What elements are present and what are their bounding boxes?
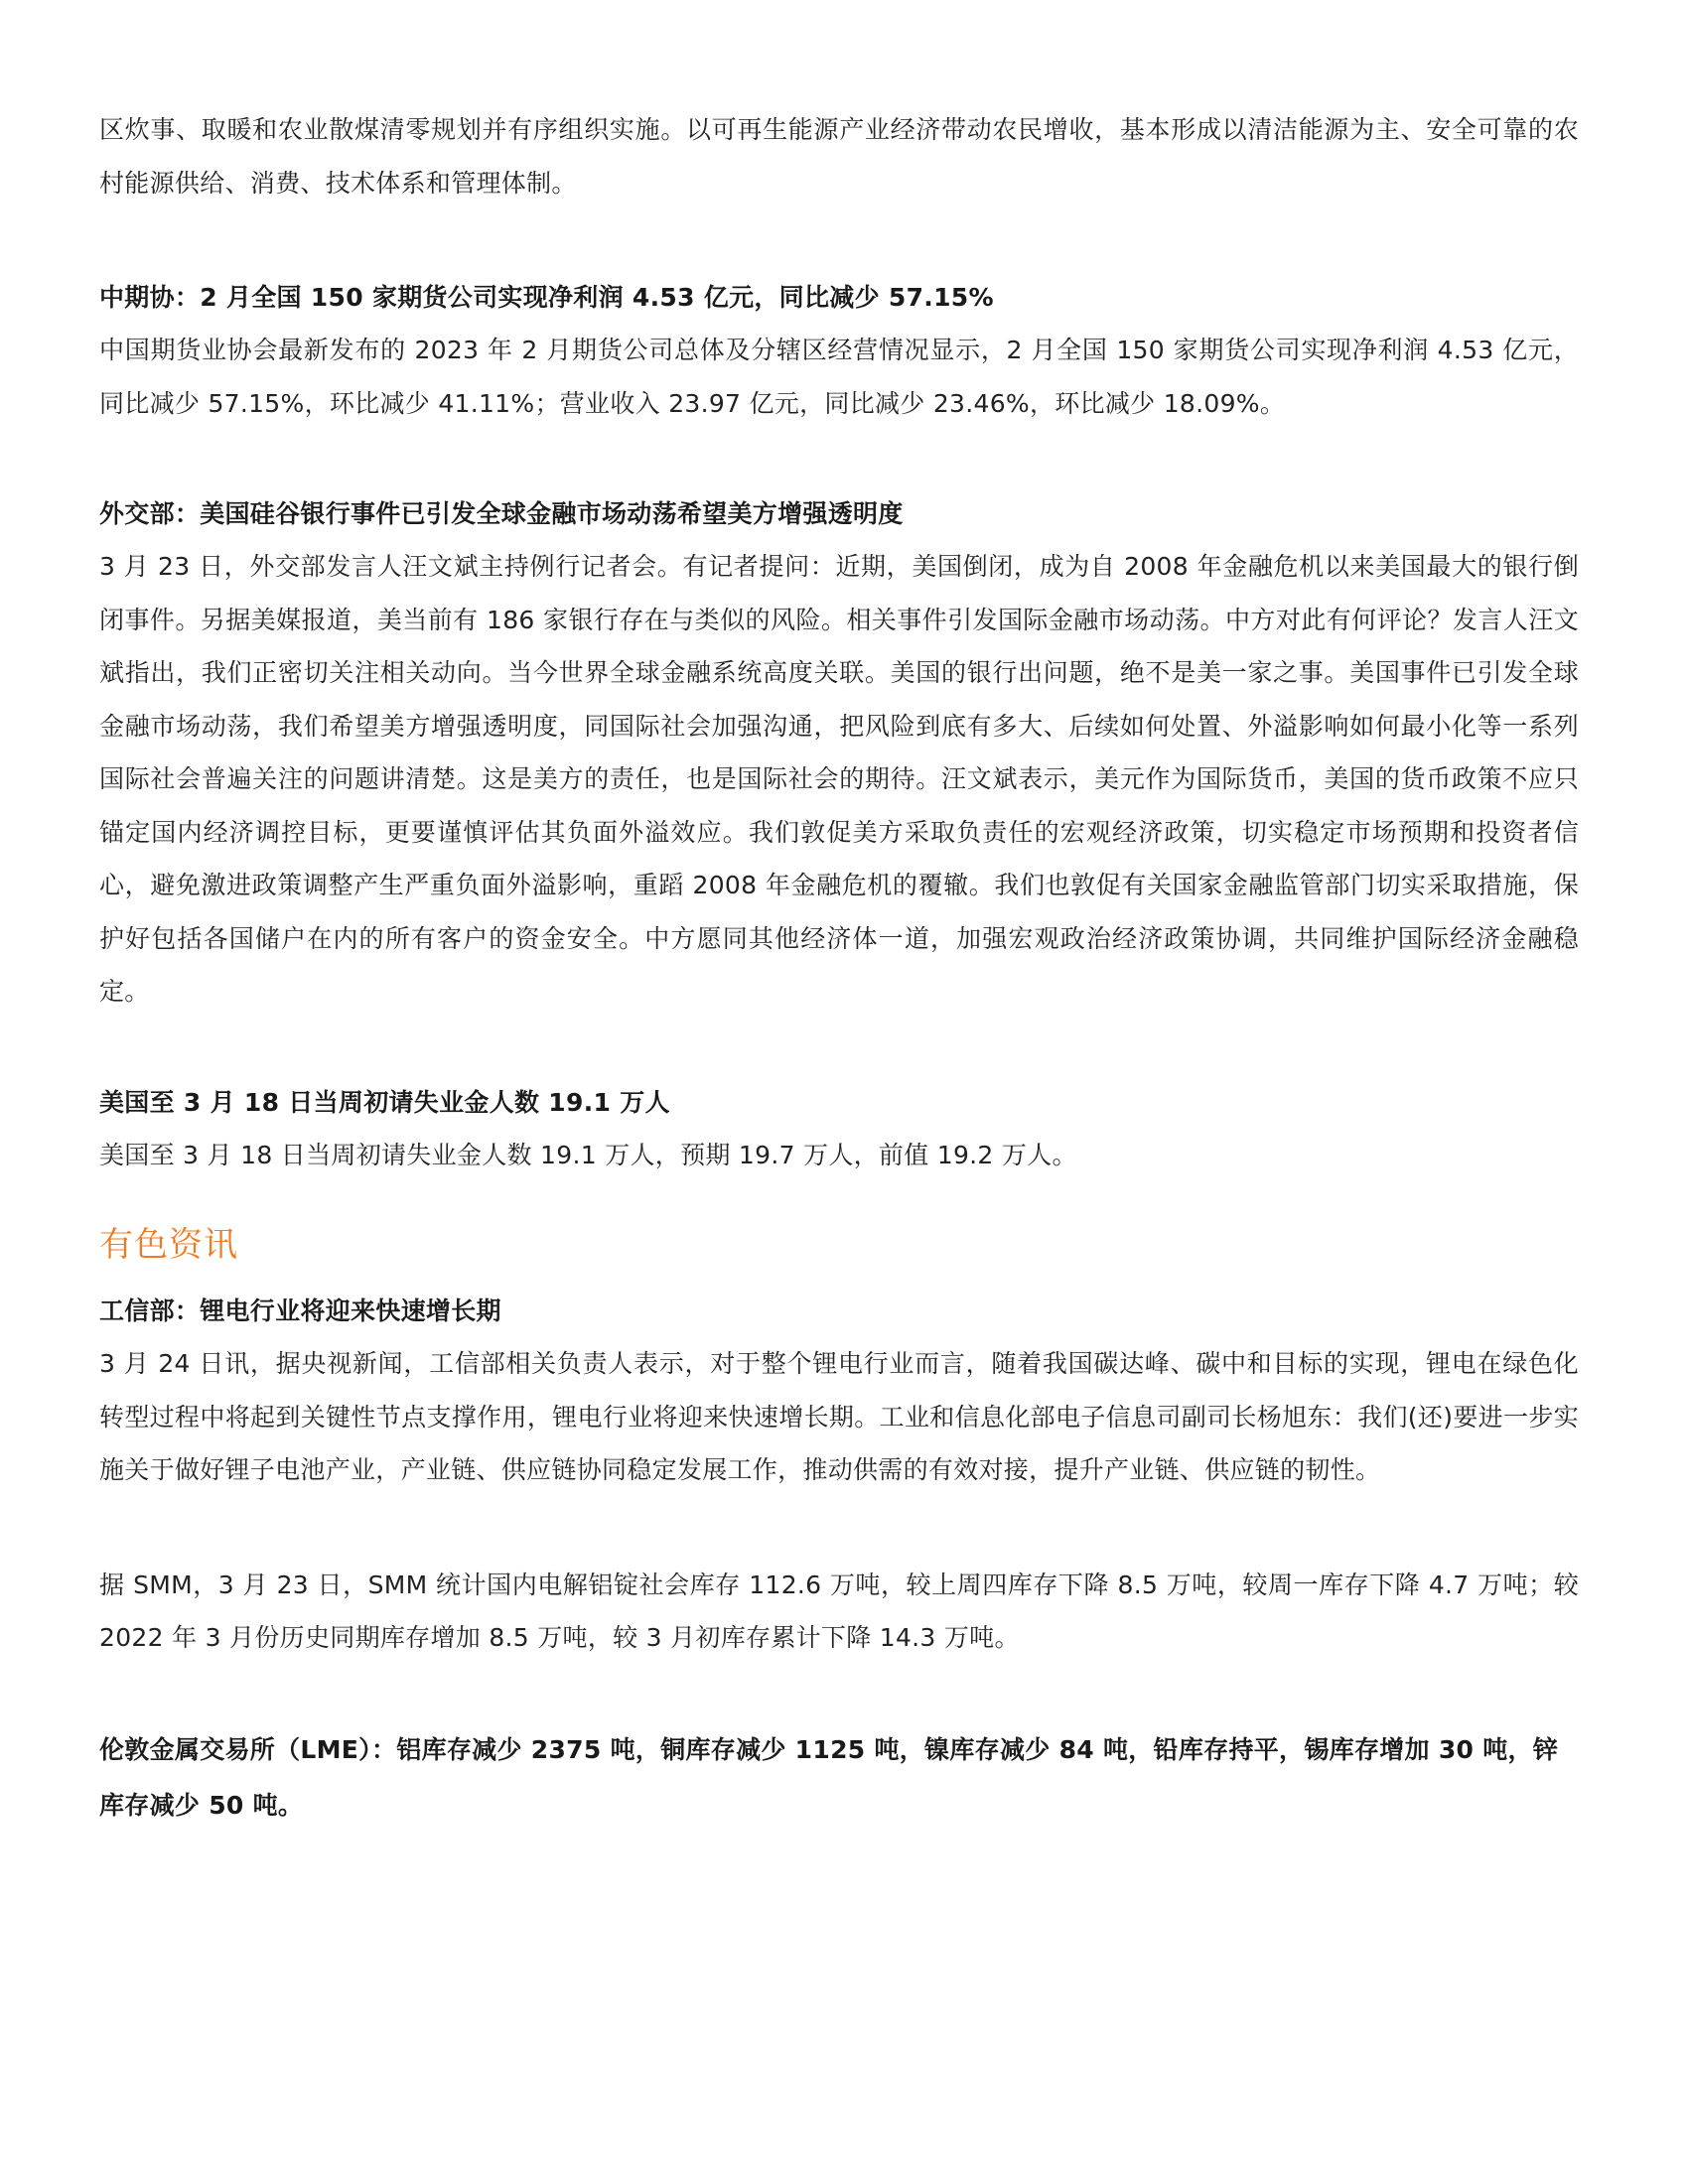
- spacer: [99, 1269, 1579, 1285]
- news-body: 中国期货业协会最新发布的 2023 年 2 月期货公司总体及分辖区经营情况显示，2 月全国 150 家期货公司实现净利润 4.53 亿元，同比减少 57.15%，环比减少 41.11%；营业收入 23.97 亿元，同比减少 23.46%，环比减少 18.09%。: [99, 336, 1579, 418]
- spacer: [99, 1665, 1579, 1722]
- spacer: [99, 1019, 1579, 1076]
- document-content: [99, 103, 1579, 1834]
- metals-item-lithium: [99, 1285, 1579, 1497]
- news-headline: 美国至 3 月 18 日当周初请失业金人数 19.1 万人: [99, 1087, 670, 1117]
- news-body: 3 月 23 日，外交部发言人汪文斌主持例行记者会。有记者提问：近期，美国倒闭，成为自 2008 年金融危机以来美国最大的银行倒闭事件。另据美媒报道，美当前有 186 家银行存在与类似的风险。相关事件引发国际金融市场动荡。中方对此有何评论？发言人汪文斌指出，我们正密切关注相关动向。当今世界全球金融系统高度关联。美国的银行出问题，绝不是美一家之事。美国事件已引发全球金融市场动荡，我们希望美方增强透明度，同国际社会加强沟通，把风险到底有多大、后续如何处置、外溢影响如何最小化等一系列国际社会普遍关注的问题讲清楚。这是美方的责任，也是国际社会的期待。汪文斌表示，美元作为国际货币，美国的货币政策不应只锚定国内经济调控目标，更要谨慎评估其负面外溢效应。我们敦促美方采取负责任的宏观经济政策，切实稳定市场预期和投资者信心，避免激进政策调整产生严重负面外溢影响，重蹈 2008 年金融危机的覆辙。我们也敦促有关国家金融监管部门切实采取措施，保护好包括各国储户在内的所有客户的资金安全。中方愿同其他经济体一道，加强宏观政治经济政策协调，共同维护国际经济金融稳定。: [99, 552, 1579, 1006]
- news-item-foreign-ministry: [99, 487, 1579, 1019]
- news-headline: 中期协：2 月全国 150 家期货公司实现净利润 4.53 亿元，同比减少 57.15%: [99, 283, 994, 312]
- news-item-futures: [99, 271, 1579, 430]
- lme-inventory-text: 伦敦金属交易所（LME）：铝库存减少 2375 吨，铜库存减少 1125 吨，镍库存减少 84 吨，铅库存持平，锡库存增加 30 吨，锌库存减少 50 吨。: [99, 1734, 1559, 1820]
- news-body: 美国至 3 月 18 日当周初请失业金人数 19.1 万人，预期 19.7 万人，前值 19.2 万人。: [99, 1140, 1077, 1169]
- spacer: [99, 430, 1579, 487]
- spacer: [99, 209, 1579, 271]
- spacer: [99, 1181, 1579, 1221]
- section-title: 有色资讯: [99, 1225, 238, 1265]
- news-body: 3 月 24 日讯，据央视新闻，工信部相关负责人表示，对于整个锂电行业而言，随着我国碳达峰、碳中和目标的实现，锂电在绿色化转型过程中将起到关键性节点支撑作用，锂电行业将迎来快速增长期。工业和信息化部电子信息司副司长杨旭东：我们(还)要进一步实施关于做好锂子电池产业，产业链、供应链协同稳定发展工作，推动供需的有效对接，提升产业链、供应链的韧性。: [99, 1349, 1579, 1484]
- spacer: [99, 1497, 1579, 1559]
- news-item-jobless-claims: [99, 1076, 1579, 1182]
- news-body: 据 SMM，3 月 23 日，SMM 统计国内电解铝锭社会库存 112.6 万吨，较上周四库存下降 8.5 万吨，较周一库存下降 4.7 万吨；较 2022 年 3 月份历史同期库存增加 8.5 万吨，较 3 月初库存累计下降 14.3 万吨。: [99, 1570, 1579, 1652]
- news-headline: 工信部：锂电行业将迎来快速增长期: [99, 1297, 501, 1325]
- intro-paragraph: 区炊事、取暖和农业散煤清零规划并有序组织实施。以可再生能源产业经济带动农民增收，基本形成以清洁能源为主、安全可靠的农村能源供给、消费、技术体系和管理体制。: [99, 115, 1579, 198]
- metals-item-aluminum-inventory: [99, 1559, 1579, 1665]
- news-headline: 外交部：美国硅谷银行事件已引发全球金融市场动荡希望美方增强透明度: [99, 499, 904, 528]
- metals-item-lme-inventory: [99, 1722, 1579, 1834]
